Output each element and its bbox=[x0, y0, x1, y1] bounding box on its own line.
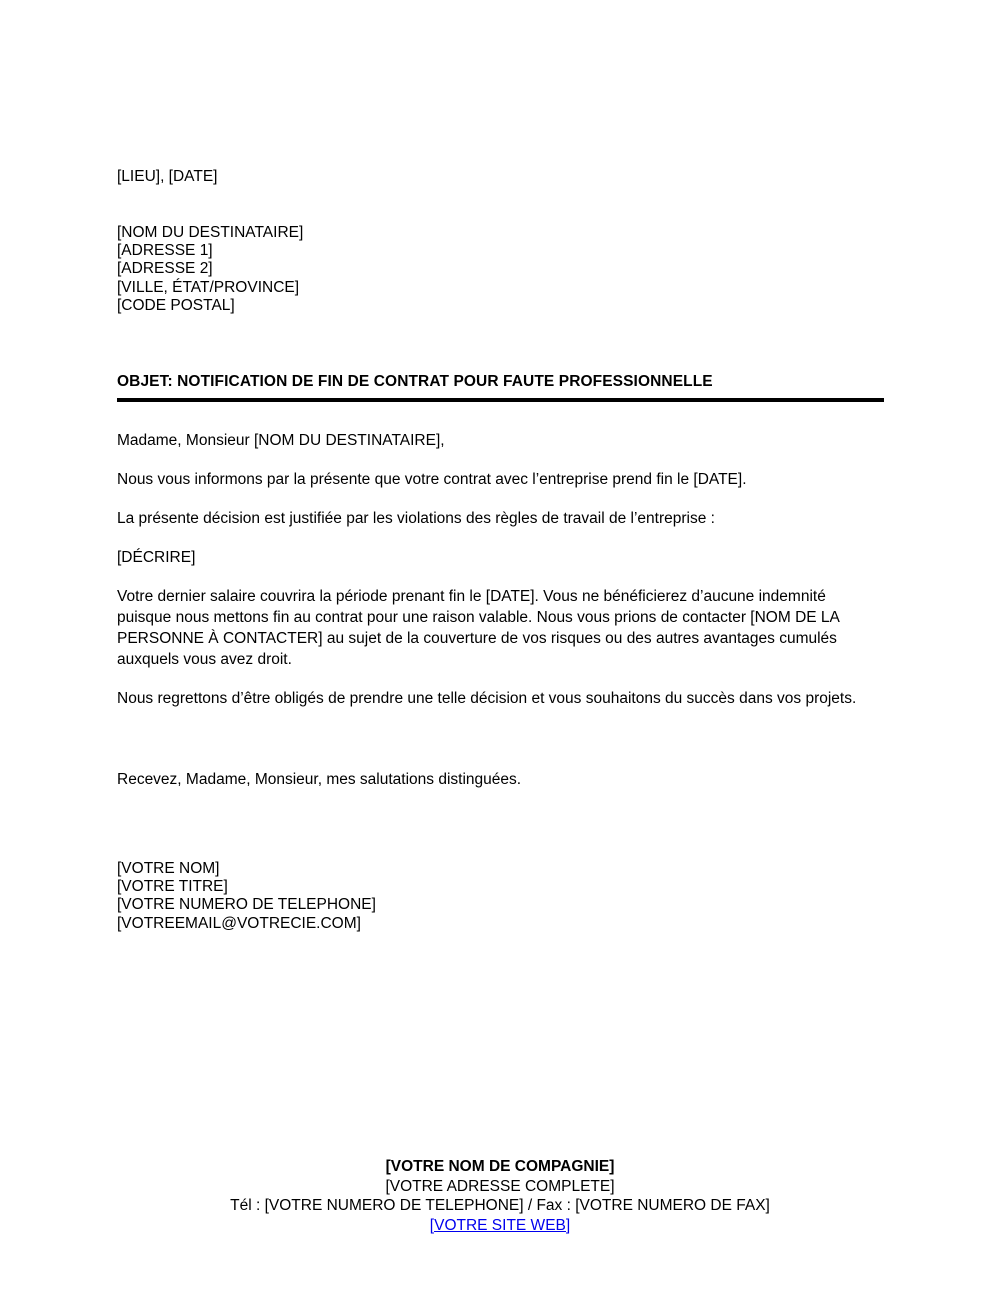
body-paragraph-3: [DÉCRIRE] bbox=[117, 549, 196, 566]
salutation: Madame, Monsieur [NOM DU DESTINATAIRE], bbox=[117, 432, 445, 449]
signature-phone: [VOTRE NUMERO DE TELEPHONE] bbox=[117, 896, 376, 914]
recipient-name: [NOM DU DESTINATAIRE] bbox=[117, 224, 304, 241]
body-paragraph-4: Votre dernier salaire couvrira la période prenant fin le [DATE]. Vous ne bénéficierez d’aucune indemnité puisque nous mettons fin au contrat pour une raison valable. Nous vous prions de contacter [NOM DE LA PERSONNE À CONTACTER] au sujet de la couverture de vos risques ou des autres avantages cumulés auxquels vous avez droit. bbox=[117, 588, 840, 668]
footer-website-line bbox=[0, 1216, 1000, 1236]
page-footer bbox=[0, 1157, 1000, 1235]
signature-email: [VOTREEMAIL@VOTRECIE.COM] bbox=[117, 914, 361, 932]
body-paragraph-1: Nous vous informons par la présente que votre contrat avec l’entreprise prend fin le [DATE]. bbox=[117, 471, 747, 488]
subject-divider-rule bbox=[117, 398, 884, 402]
closing-salutation: Recevez, Madame, Monsieur, mes salutations distinguées. bbox=[117, 771, 522, 788]
body-paragraph-2: La présente décision est justifiée par les violations des règles de travail de l’entreprise : bbox=[117, 510, 715, 527]
signature-name: [VOTRE NOM] bbox=[117, 860, 220, 877]
recipient-address-block bbox=[117, 224, 303, 315]
recipient-address-line-1: [ADRESSE 1] bbox=[117, 242, 213, 260]
signature-title: [VOTRE TITRE] bbox=[117, 878, 228, 896]
body-paragraph-5: Nous regrettons d’être obligés de prendre une telle décision et vous souhaitons du succès dans vos projets. bbox=[117, 690, 857, 707]
signature-block bbox=[117, 860, 376, 933]
recipient-postal-code: [CODE POSTAL] bbox=[117, 296, 235, 314]
subject-line: OBJET: NOTIFICATION DE FIN DE CONTRAT POUR FAUTE PROFESSIONNELLE bbox=[117, 373, 713, 390]
footer-contact: Tél : [VOTRE NUMERO DE TELEPHONE] / Fax : [VOTRE NUMERO DE FAX] bbox=[230, 1197, 770, 1215]
recipient-city-state: [VILLE, ÉTAT/PROVINCE] bbox=[117, 278, 300, 296]
footer-company-name: [VOTRE NOM DE COMPAGNIE] bbox=[385, 1158, 615, 1175]
recipient-address-line-2: [ADRESSE 2] bbox=[117, 260, 213, 278]
dateline: [LIEU], [DATE] bbox=[117, 168, 218, 185]
footer-address: [VOTRE ADRESSE COMPLETE] bbox=[385, 1177, 615, 1195]
letter-body bbox=[117, 430, 884, 808]
footer-website-link[interactable]: [VOTRE SITE WEB] bbox=[429, 1216, 571, 1234]
